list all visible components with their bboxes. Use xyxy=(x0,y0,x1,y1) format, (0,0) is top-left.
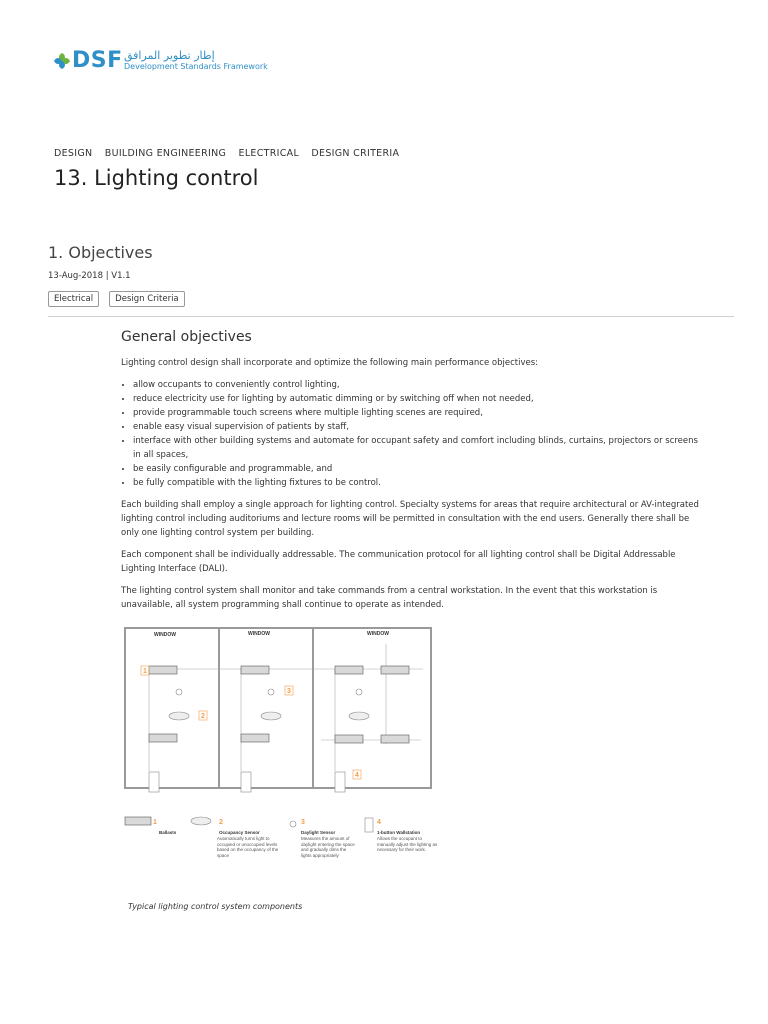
legend-desc: Automatically turns light to occupied or unoccupied levels based on the occupancy of the space xyxy=(217,836,279,858)
diagram-legend xyxy=(125,817,439,886)
ballast-fixtures xyxy=(149,666,409,743)
list-item: • provide programmable touch screens where multiple lighting scenes are required, xyxy=(133,406,706,420)
ballast xyxy=(335,735,363,743)
legend-desc: Measures the amount of daylight entering the space and gradually dims the lights appropriately xyxy=(301,836,355,858)
tag-design-criteria[interactable]: Design Criteria xyxy=(109,291,184,307)
legend-num: 4 xyxy=(377,819,381,826)
tag-list xyxy=(48,286,190,307)
window-label: WINDOW xyxy=(154,632,176,638)
page-title: 13. Lighting control xyxy=(54,166,259,190)
legend-num: 1 xyxy=(153,819,157,826)
legend-title: 1-button Wallstation xyxy=(377,830,421,835)
breadcrumb-building-engineering[interactable]: BUILDING ENGINEERING xyxy=(104,148,227,159)
window-labels xyxy=(154,631,389,638)
paragraph-approach: Each building shall employ a single approach for lighting control. Specialty systems for areas that require architectural or AV-integrated lighting control including auditoriums and lecture rooms will be permitted in consultation with the end users. Generally there shall be only one lighting control system per building. xyxy=(121,500,699,538)
lighting-control-diagram xyxy=(121,624,441,889)
divider xyxy=(48,316,734,317)
list-item: • allow occupants to conveniently control lighting, xyxy=(133,378,706,392)
list-item: • reduce electricity use for lighting by automatic dimming or by switching off when not needed, xyxy=(133,392,706,406)
wiring xyxy=(149,644,423,771)
paragraph-dali: Each component shall be individually addressable. The communication protocol for all lighting control shall be Digital Addressable Lighting Interface (DALI). xyxy=(121,550,676,574)
list-item: • be fully compatible with the lighting fixtures to be control. xyxy=(133,476,706,490)
tag-electrical[interactable]: Electrical xyxy=(48,291,99,307)
legend-num: 3 xyxy=(301,819,305,826)
number-badges xyxy=(141,666,361,779)
list-item: • enable easy visual supervision of patients by staff, xyxy=(133,420,706,434)
ballast xyxy=(149,734,177,742)
legend-title: Ballasts xyxy=(159,830,177,835)
figure-caption: Typical lighting control system components xyxy=(128,902,303,911)
content-heading: General objectives xyxy=(121,329,252,345)
badge-1: 1 xyxy=(143,668,147,675)
objectives-list xyxy=(121,378,706,490)
logo-arabic: إطار تطوير المرافق xyxy=(124,49,215,62)
ballast xyxy=(149,666,177,674)
ballast xyxy=(381,735,409,743)
badge-4: 4 xyxy=(355,772,359,779)
logo-short: DSF xyxy=(72,48,123,73)
dsf-leaf-icon xyxy=(52,51,72,71)
daylight-sensors xyxy=(176,689,362,695)
ballast xyxy=(381,666,409,674)
intro-paragraph: Lighting control design shall incorporate and optimize the following main performance objectives: xyxy=(121,358,539,368)
badge-2: 2 xyxy=(201,713,205,720)
ballast xyxy=(335,666,363,674)
window-label: WINDOW xyxy=(367,631,389,637)
section-meta: 13-Aug-2018 | V1.1 xyxy=(48,271,131,281)
breadcrumb xyxy=(54,148,408,159)
legend-desc: Allows the occupant to manually adjust the lighting as necessary for their work. xyxy=(377,836,438,852)
legend-title: Occupancy Sensor xyxy=(219,830,260,835)
article-body xyxy=(121,330,706,620)
list-item: • interface with other building systems and automate for occupant safety and comfort including blinds, curtains, projectors or screens in all spaces, xyxy=(133,434,706,462)
breadcrumb-electrical[interactable]: ELECTRICAL xyxy=(238,148,300,159)
breadcrumb-design[interactable]: DESIGN xyxy=(54,148,93,159)
breadcrumb-design-criteria[interactable]: DESIGN CRITERIA xyxy=(311,148,400,159)
list-item: • be easily configurable and programmable, and xyxy=(133,462,706,476)
room-walls xyxy=(125,628,431,788)
window-label: WINDOW xyxy=(248,631,270,637)
badge-3: 3 xyxy=(287,688,291,695)
paragraph-workstation: The lighting control system shall monitor and take commands from a central workstation. In the event that this workstation is unavailable, all system programming shall continue to operate as intended. xyxy=(121,586,658,610)
section-title: 1. Objectives xyxy=(48,243,153,262)
ballast xyxy=(241,734,269,742)
logo-full: Development Standards Framework xyxy=(124,62,268,71)
legend-num: 2 xyxy=(219,819,223,826)
ballast xyxy=(241,666,269,674)
legend-title: Daylight Sensor xyxy=(301,830,336,835)
